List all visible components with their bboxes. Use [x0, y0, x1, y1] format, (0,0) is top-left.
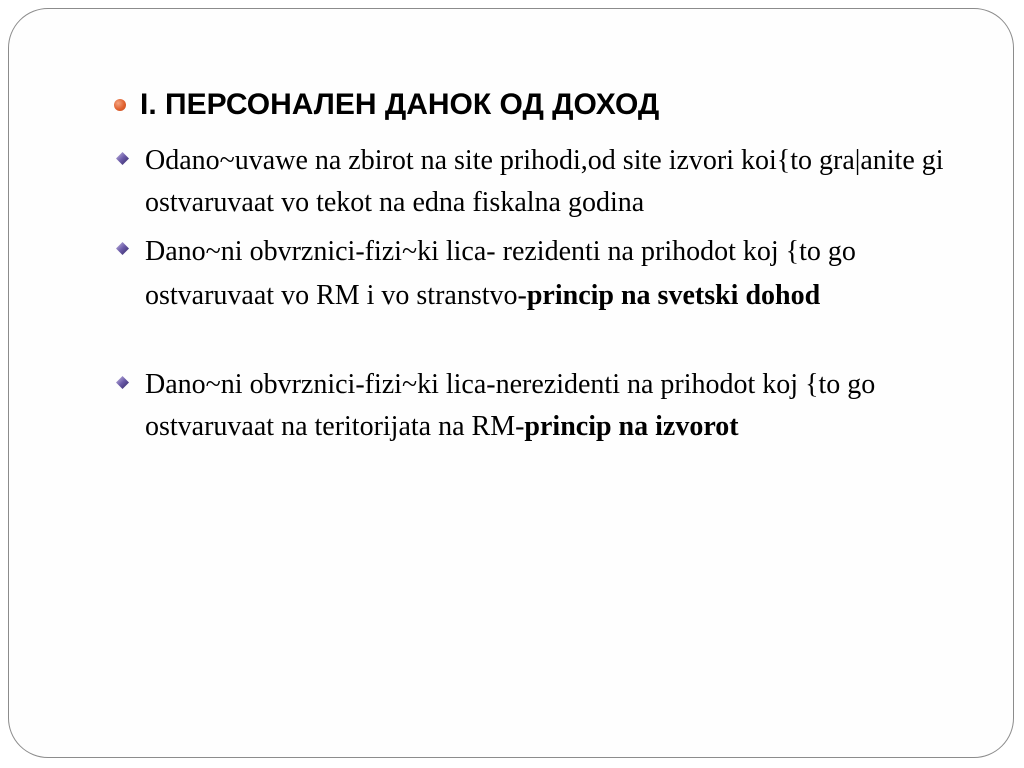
- bullet-text: [145, 140, 972, 224]
- bullet-text-regular: Dano~ni obvrznici-fizi~ki lica- rezidenti na prihodot koj {to go ostvaruvaat vo RM i vo stranstvo-: [145, 236, 856, 311]
- bullet-text-bold: princip na svetski dohod: [526, 280, 821, 311]
- slide-heading: I. ПЕРСОНАЛЕН ДАНОК ОД ДОХОД: [140, 88, 660, 121]
- diamond-bullet-icon: [116, 152, 129, 165]
- diamond-bullet-icon: [116, 242, 129, 255]
- bullet-text: [145, 364, 972, 448]
- bullet-text: [145, 230, 972, 318]
- bullet-text-bold: princip na izvorot: [524, 411, 739, 442]
- bullet-item: [112, 230, 972, 318]
- bullet-text-regular: Dano~ni obvrznici-fizi~ki lica-nerezidenti na prihodot koj {to go ostvaruvaat na teritorijata na RM-: [145, 369, 876, 442]
- heading-row: [112, 88, 972, 122]
- bullet-item: [112, 364, 972, 448]
- orange-dot-icon: [114, 99, 126, 111]
- diamond-bullet-icon: [116, 376, 129, 389]
- bullet-item: [112, 140, 972, 224]
- bullet-text-regular: Odano~uvawe na zbirot na site prihodi,od site izvori koi{to gra|anite gi ostvaruvaat vo tekot na edna fiskalna godina: [145, 145, 944, 218]
